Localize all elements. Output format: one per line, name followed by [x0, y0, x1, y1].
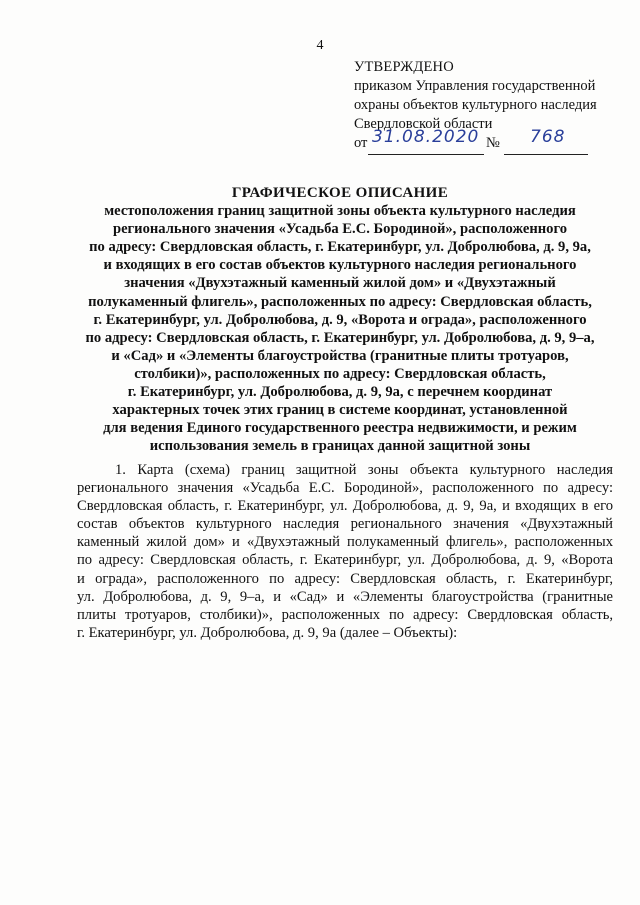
body-line: плиты тротуаров, столбики)», расположенных по адресу: Свердловская область,	[77, 606, 613, 623]
title-line: г. Екатеринбург, ул. Добролюбова, д. 9, «Ворота и ограда», расположенного	[93, 311, 587, 328]
title-line: для ведения Единого государственного реестра недвижимости, и режим	[103, 420, 577, 437]
approval-date-number-row	[354, 127, 634, 156]
title-line: характерных точек этих границ в системе координат, установленной	[112, 402, 568, 419]
date-field	[368, 127, 484, 155]
body-line: и ограда», расположенного по адресу: Свердловская область, г. Екатеринбург,	[77, 570, 613, 587]
title-line: по адресу: Свердловская область, г. Екатеринбург, ул. Добролюбова, д. 9, 9–а,	[85, 329, 595, 346]
title-heading: ГРАФИЧЕСКОЕ ОПИСАНИЕ	[231, 185, 449, 201]
title-line: значения «Двухэтажный каменный жилой дом» и «Двухэтажный	[124, 275, 556, 292]
approval-line: приказом Управления государственной	[354, 78, 596, 94]
number-field	[504, 127, 588, 155]
title-line: столбики)», расположенных по адресу: Свердловская область,	[134, 365, 546, 382]
date-prefix: от	[354, 135, 368, 151]
title-line: местоположения границ защитной зоны объекта культурного наследия	[104, 203, 576, 220]
title-line: по адресу: Свердловская область, г. Екатеринбург, ул. Добролюбова, д. 9, 9а,	[89, 239, 591, 256]
title-line: регионального значения «Усадьба Е.С. Бородиной», расположенного	[112, 221, 568, 238]
body-paragraph	[77, 461, 613, 642]
body-line: по адресу: Свердловская область, г. Екатеринбург, ул. Добролюбова, д. 9, «Ворота	[77, 552, 613, 569]
document-title	[60, 184, 620, 455]
title-line: г. Екатеринбург, ул. Добролюбова, д. 9, 9а, с перечнем координат	[127, 384, 553, 401]
handwritten-number: 768	[530, 127, 566, 147]
number-label: №	[486, 135, 500, 151]
approval-heading: УТВЕРЖДЕНО	[354, 59, 454, 75]
body-line: состав объектов культурного наследия регионального значения «Двухэтажный	[77, 516, 613, 533]
approval-line: Свердловской области	[354, 116, 493, 132]
body-line: 1. Карта (схема) границ защитной зоны объекта культурного наследия	[115, 462, 613, 478]
body-line: регионального значения «Усадьба Е.С. Бородиной», расположенного по адресу:	[77, 480, 613, 497]
title-line: полукаменный флигель», расположенных по адресу: Свердловская область,	[88, 293, 592, 310]
body-line: ул. Добролюбова, д. 9, 9–а, и «Сад» и «Элементы благоустройства (гранитные	[77, 588, 613, 605]
body-line: каменный жилой дом» и «Двухэтажный полукаменный флигель», расположенных	[77, 534, 613, 551]
approval-line: охраны объектов культурного наследия	[354, 97, 597, 113]
body-line: г. Екатеринбург, ул. Добролюбова, д. 9, 9а (далее – Объекты):	[77, 624, 458, 641]
handwritten-date: 31.08.2020	[372, 127, 480, 147]
approval-block	[354, 58, 634, 156]
title-line: и «Сад» и «Элементы благоустройства (гранитные плиты тротуаров,	[111, 347, 569, 364]
title-line: и входящих в его состав объектов культурного наследия регионального	[103, 257, 577, 274]
page-number: 4	[316, 38, 324, 53]
body-line: Свердловская область, г. Екатеринбург, ул. Добролюбова, д. 9, 9а, и входящих в его	[77, 498, 613, 515]
title-line: использования земель в границах данной защитной зоны	[149, 438, 531, 455]
